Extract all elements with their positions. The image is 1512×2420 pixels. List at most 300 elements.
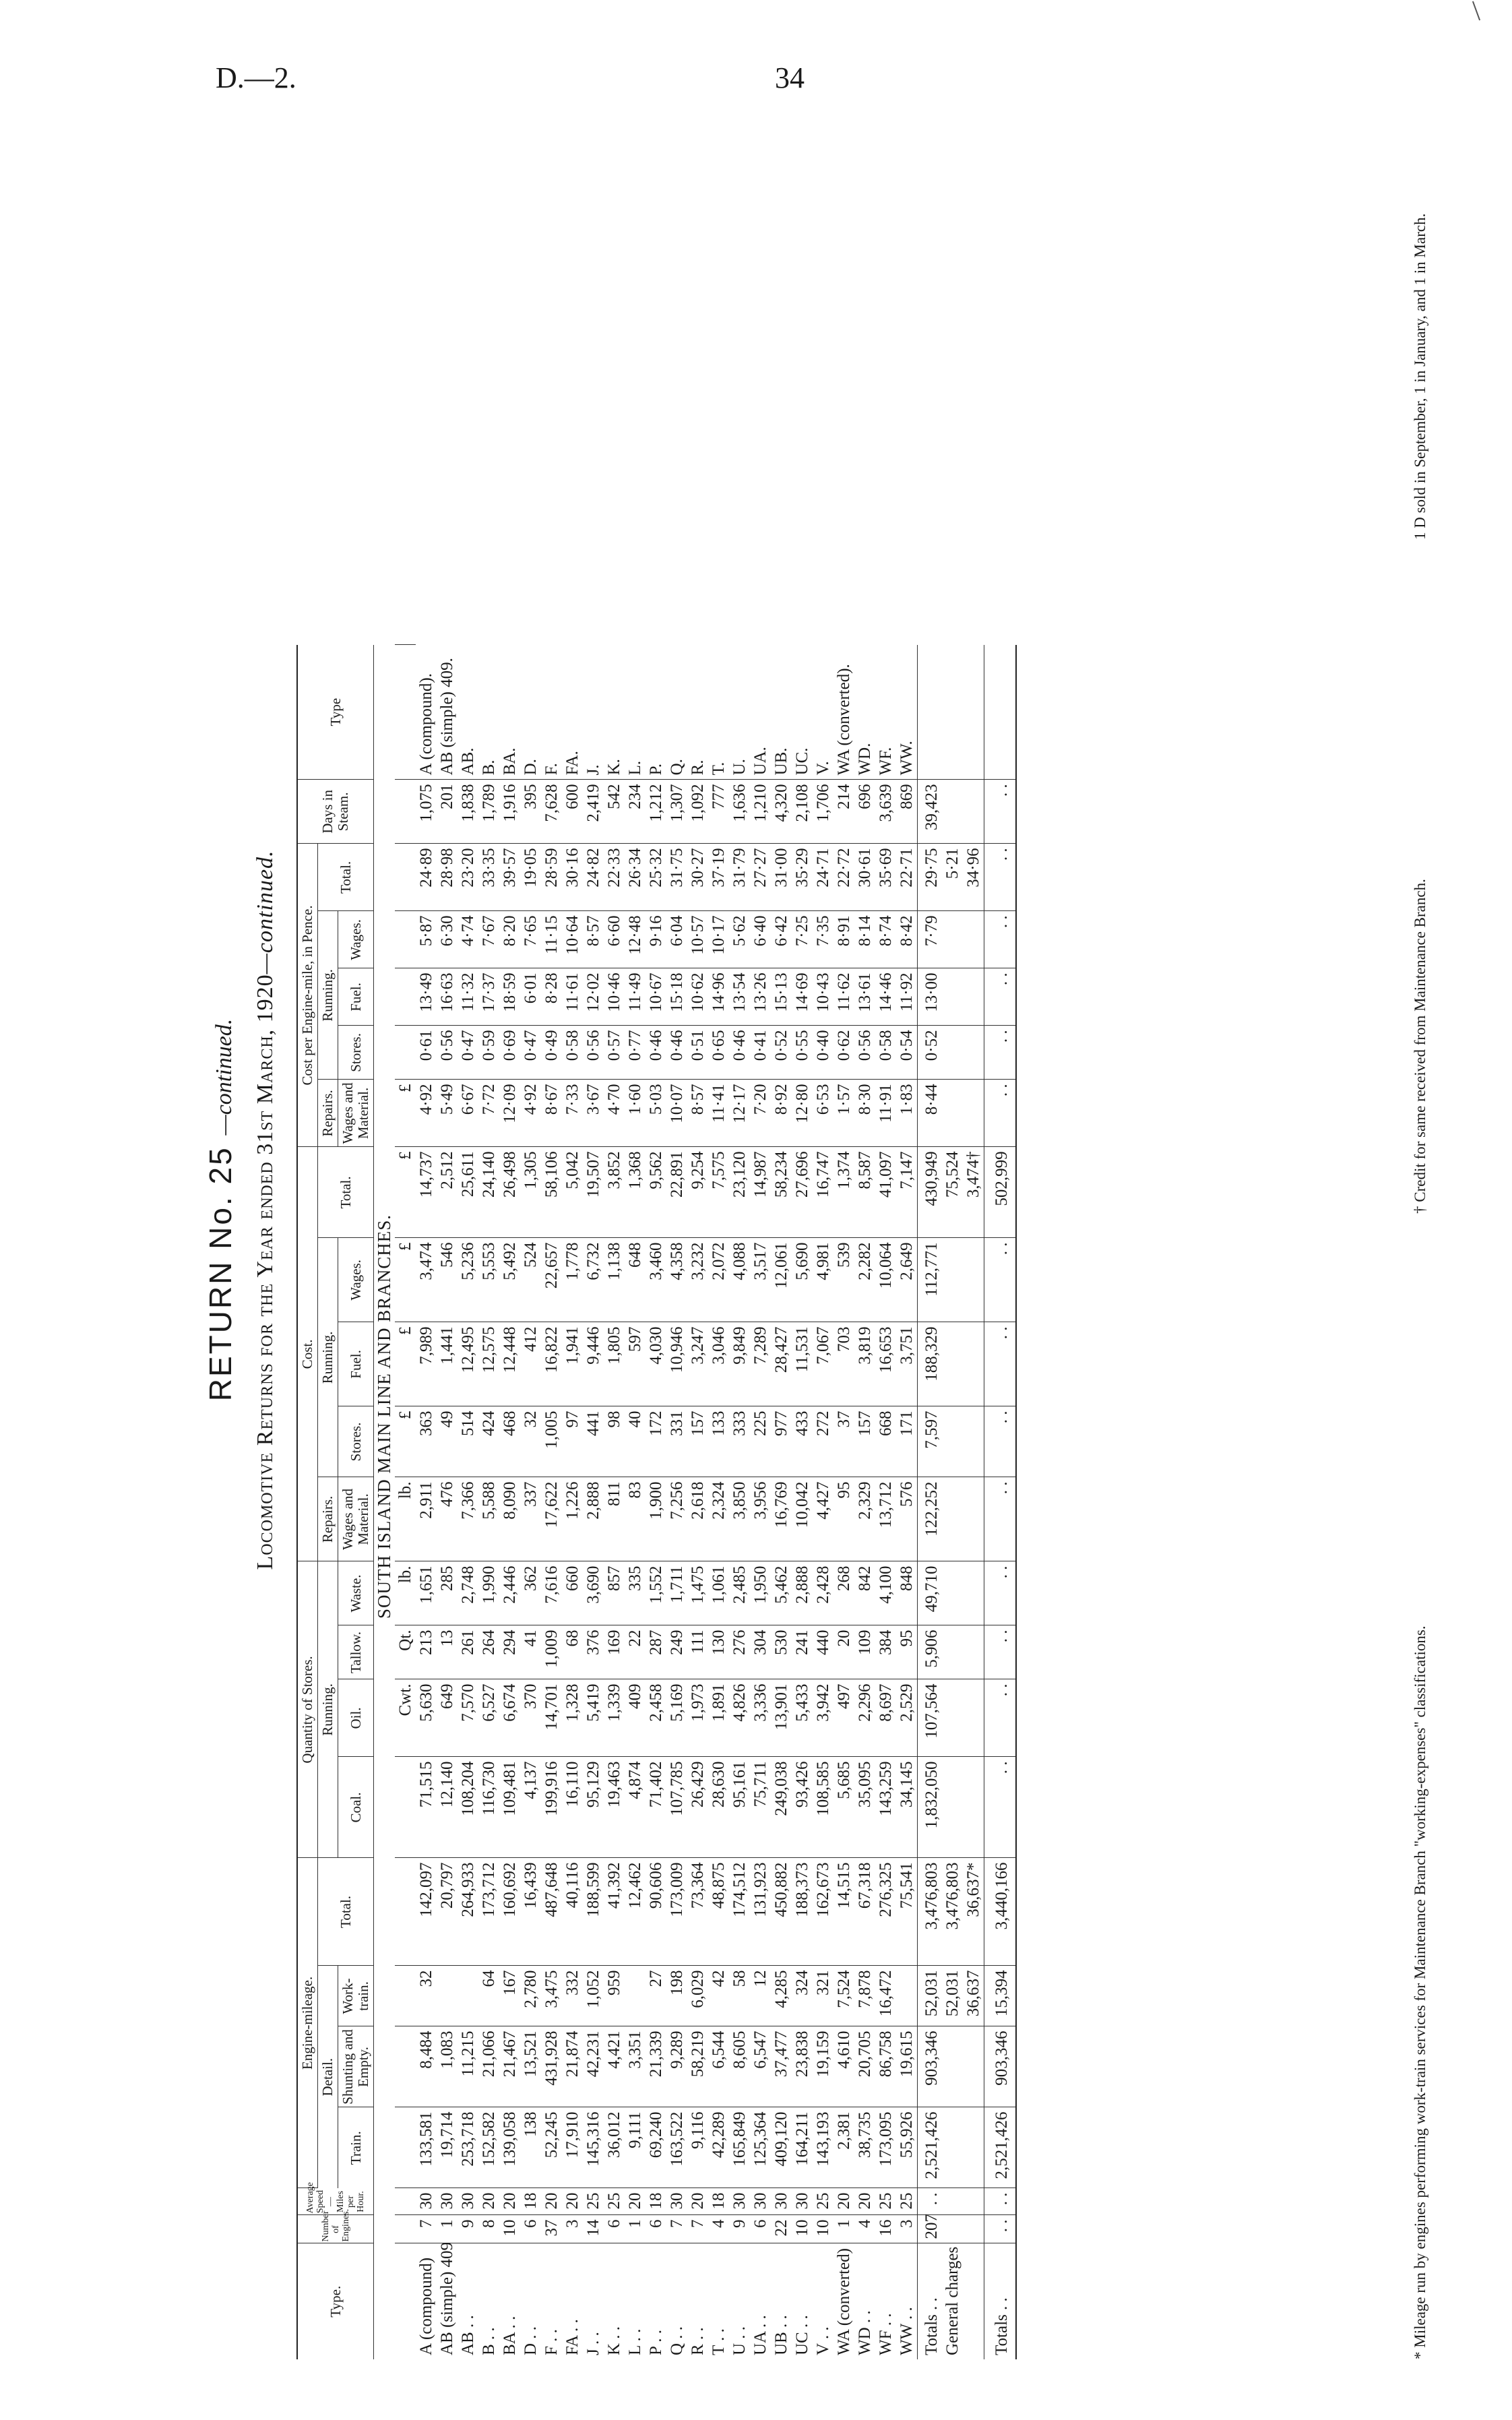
table-cell: 10 xyxy=(792,2215,813,2243)
table-cell: 38,735 xyxy=(854,2107,875,2188)
table-cell: D . . xyxy=(522,2326,540,2355)
table-cell: . . xyxy=(984,1238,1017,1322)
table-cell: 7,256 xyxy=(666,1477,687,1561)
table-cell: 71,402 xyxy=(645,1757,666,1858)
table-cell xyxy=(942,2215,963,2243)
table-cell: 5,419 xyxy=(583,1679,604,1757)
table-cell: 1,305 xyxy=(520,1147,541,1238)
table-cell: 1,789 xyxy=(478,780,499,844)
unit-cell: £ xyxy=(395,1322,416,1406)
table-cell: 20,797 xyxy=(437,1858,458,1966)
table-cell: T . . xyxy=(710,2328,728,2355)
table-cell: A (compound) xyxy=(417,2257,435,2355)
table-cell: 6·42 xyxy=(771,911,792,968)
table-cell: 3,639 xyxy=(875,780,896,844)
table-cell: 37 xyxy=(541,2215,562,2243)
table-cell: 16,653 xyxy=(875,1322,896,1406)
table-cell: 1,092 xyxy=(687,780,708,844)
table-cell: 3,690 xyxy=(583,1561,604,1625)
table-cell: 0·52 xyxy=(918,1026,943,1080)
table-cell: 20 xyxy=(562,2188,583,2215)
table-cell: 4 xyxy=(854,2215,875,2243)
table-cell: 600 xyxy=(562,780,583,844)
grand-totals-row xyxy=(984,55,1017,2359)
table-cell: 35,095 xyxy=(854,1757,875,1858)
table-cell: 42 xyxy=(708,1966,729,2026)
table-cell: 6 xyxy=(645,2215,666,2243)
table-cell: 23·20 xyxy=(458,844,478,911)
table-cell: 1,552 xyxy=(645,1561,666,1625)
table-cell: 0·40 xyxy=(813,1026,833,1080)
table-cell: 0·47 xyxy=(458,1026,478,1080)
table-cell: . . xyxy=(984,1080,1017,1147)
table-cell: 6·04 xyxy=(666,911,687,968)
table-cell: 304 xyxy=(750,1625,771,1679)
table-cell: 3·67 xyxy=(583,1080,604,1147)
table-cell: 1 xyxy=(437,2215,458,2243)
table-cell: 424 xyxy=(478,1406,499,1477)
table-cell xyxy=(437,1966,458,2026)
table-cell: 12,448 xyxy=(499,1322,520,1406)
table-cell: 13·00 xyxy=(918,968,943,1026)
table-cell: K . . xyxy=(605,2326,623,2355)
table-cell xyxy=(942,780,963,844)
table-cell: 10·62 xyxy=(687,968,708,1026)
table-cell: 8,605 xyxy=(729,2026,750,2107)
table-cell: 903,346 xyxy=(984,2026,1017,2107)
table-cell: 668 xyxy=(875,1406,896,1477)
table-cell: 15·18 xyxy=(666,968,687,1026)
table-cell xyxy=(963,1026,984,1080)
table-cell: 1 xyxy=(625,2215,645,2243)
table-cell: 3 xyxy=(896,2215,918,2243)
table-cell: 198 xyxy=(666,1966,687,2026)
table-row xyxy=(625,55,645,2359)
table-cell: 8·57 xyxy=(583,911,604,968)
table-cell: 7·33 xyxy=(562,1080,583,1147)
table-cell: 539 xyxy=(833,1238,854,1322)
table-cell: 5,588 xyxy=(478,1477,499,1561)
table-cell: 0·55 xyxy=(792,1026,813,1080)
hdr-cost-fuel: Fuel. xyxy=(338,1322,374,1406)
table-cell: 2,512 xyxy=(437,1147,458,1238)
table-cell: 23,120 xyxy=(729,1147,750,1238)
table-cell: 27,696 xyxy=(792,1147,813,1238)
table-cell: 201 xyxy=(437,780,458,844)
table-cell: 22,891 xyxy=(666,1147,687,1238)
table-cell: 2,521,426 xyxy=(918,2107,943,2188)
table-cell: 959 xyxy=(604,1966,625,2026)
table-cell: UB. xyxy=(771,645,792,780)
table-cell: 5,042 xyxy=(562,1147,583,1238)
table-row xyxy=(854,55,875,2359)
table-cell: 18·59 xyxy=(499,968,520,1026)
table-cell: 8·92 xyxy=(771,1080,792,1147)
table-cell: 10·07 xyxy=(666,1080,687,1147)
table-cell: 409,120 xyxy=(771,2107,792,2188)
table-cell: 8·57 xyxy=(687,1080,708,1147)
table-body xyxy=(374,55,1017,2359)
table-cell: 13·54 xyxy=(729,968,750,1026)
table-cell: 384 xyxy=(875,1625,896,1679)
table-cell: 34,145 xyxy=(896,1757,918,1858)
table-cell: 31·79 xyxy=(729,844,750,911)
table-cell: 11,215 xyxy=(458,2026,478,2107)
table-cell: 5,462 xyxy=(771,1561,792,1625)
table-cell: 2,296 xyxy=(854,1679,875,1757)
table-cell: 207 xyxy=(918,2215,943,2243)
table-cell: 21,467 xyxy=(499,2026,520,2107)
table-cell: 41 xyxy=(520,1625,541,1679)
table-cell: 7·65 xyxy=(520,911,541,968)
table-cell: 0·61 xyxy=(416,1026,437,1080)
table-cell: 67,318 xyxy=(854,1858,875,1966)
table-cell: 32 xyxy=(520,1406,541,1477)
table-cell: J . . xyxy=(584,2332,602,2355)
table-cell: 0·65 xyxy=(708,1026,729,1080)
table-cell: 213 xyxy=(416,1625,437,1679)
table-cell: 0·69 xyxy=(499,1026,520,1080)
table-cell: 9 xyxy=(729,2215,750,2243)
table-cell: 6,547 xyxy=(750,2026,771,2107)
unit-cell: £ xyxy=(395,1080,416,1147)
table-cell: 20 xyxy=(833,2188,854,2215)
pencil-mark xyxy=(1472,1,1480,21)
table-cell: 7,878 xyxy=(854,1966,875,2026)
table-cell: 37·19 xyxy=(708,844,729,911)
table-cell: 5,492 xyxy=(499,1238,520,1322)
table-cell: 17,622 xyxy=(541,1477,562,1561)
table-cell: AB . . xyxy=(459,2315,477,2355)
table-cell: 4·74 xyxy=(458,911,478,968)
table-cell: 6 xyxy=(604,2215,625,2243)
table-cell xyxy=(942,1026,963,1080)
table-cell: 6·53 xyxy=(813,1080,833,1147)
table-cell: 167 xyxy=(499,1966,520,2026)
table-cell: 19,507 xyxy=(583,1147,604,1238)
table-cell: Totals . . xyxy=(984,2243,1017,2359)
table-cell: 395 xyxy=(520,780,541,844)
hdr-mileage-total: Total. xyxy=(318,1858,374,1966)
hdr-type: Type. xyxy=(297,2243,374,2359)
table-cell: 0·46 xyxy=(729,1026,750,1080)
table-cell: 332 xyxy=(562,1966,583,2026)
table-cell: 441 xyxy=(583,1406,604,1477)
table-cell: Totals . . xyxy=(918,2243,943,2359)
table-cell: 249,038 xyxy=(771,1757,792,1858)
table-cell: 1,651 xyxy=(416,1561,437,1625)
table-cell: 285 xyxy=(437,1561,458,1625)
table-cell: . . xyxy=(984,1477,1017,1561)
table-cell: 143,193 xyxy=(813,2107,833,2188)
table-cell: 13,901 xyxy=(771,1679,792,1757)
table-cell: 58,234 xyxy=(771,1147,792,1238)
table-cell: 30 xyxy=(771,2188,792,2215)
table-cell: 7,989 xyxy=(416,1322,437,1406)
table-cell: WW . . xyxy=(897,2307,916,2355)
table-cell: 173,009 xyxy=(666,1858,687,1966)
table-cell: 2,780 xyxy=(520,1966,541,2026)
table-cell: 12·02 xyxy=(583,968,604,1026)
table-cell: R. xyxy=(687,645,708,780)
table-cell: 24·71 xyxy=(813,844,833,911)
table-cell: 4,320 xyxy=(771,780,792,844)
table-cell: 660 xyxy=(562,1561,583,1625)
unit-cell: lb. xyxy=(395,1561,416,1625)
table-cell: 14,701 xyxy=(541,1679,562,1757)
unit-cell xyxy=(395,2215,416,2243)
general-charges-row-b xyxy=(963,55,984,2359)
table-cell: 514 xyxy=(458,1406,478,1477)
table-cell: 321 xyxy=(813,1966,833,2026)
table-cell: 20 xyxy=(541,2188,562,2215)
table-cell: 4,421 xyxy=(604,2026,625,2107)
table-cell: 58 xyxy=(729,1966,750,2026)
table-cell: 30 xyxy=(750,2188,771,2215)
table-cell xyxy=(963,2107,984,2188)
table-cell: 11·61 xyxy=(562,968,583,1026)
table-cell: 5·87 xyxy=(416,911,437,968)
table-cell: 145,316 xyxy=(583,2107,604,2188)
table-cell: 648 xyxy=(625,1238,645,1322)
table-cell: D. xyxy=(520,645,541,780)
table-cell: 1,009 xyxy=(541,1625,562,1679)
table-cell xyxy=(942,645,963,780)
table-cell: 16,769 xyxy=(771,1477,792,1561)
table-cell: 3,476,803 xyxy=(918,1858,943,1966)
table-cell: 253,718 xyxy=(458,2107,478,2188)
table-cell: 6·40 xyxy=(750,911,771,968)
table-cell: 0·58 xyxy=(875,1026,896,1080)
return-title-suffix: —continued. xyxy=(212,1018,237,1136)
table-cell: 4 xyxy=(708,2215,729,2243)
table-cell: 188,329 xyxy=(918,1322,943,1406)
table-cell: 10,042 xyxy=(792,1477,813,1561)
table-cell: 22 xyxy=(771,2215,792,2243)
unit-cell xyxy=(395,780,416,844)
table-cell: 430,949 xyxy=(918,1147,943,1238)
table-cell: . . xyxy=(984,2215,1017,2243)
table-cell: 2,072 xyxy=(708,1238,729,1322)
table-cell: . . xyxy=(984,1322,1017,1406)
table-row xyxy=(416,55,437,2359)
return-title xyxy=(202,0,239,2420)
table-cell: WA (converted). xyxy=(833,645,854,780)
table-cell: 2,381 xyxy=(833,2107,854,2188)
table-cell: 25 xyxy=(896,2188,918,2215)
table-cell: 10·17 xyxy=(708,911,729,968)
table-cell: 1,475 xyxy=(687,1561,708,1625)
table-row xyxy=(771,55,792,2359)
table-cell: UA . . xyxy=(751,2315,769,2355)
table-cell: 35·69 xyxy=(875,844,896,911)
table-cell: B . . xyxy=(480,2327,498,2355)
table-cell: 3,351 xyxy=(625,2026,645,2107)
table-cell: 335 xyxy=(625,1561,645,1625)
table-row xyxy=(541,55,562,2359)
table-cell: 530 xyxy=(771,1625,792,1679)
table-cell: 107,785 xyxy=(666,1757,687,1858)
table-cell: BA. xyxy=(499,645,520,780)
table-cell: 18 xyxy=(708,2188,729,2215)
table-cell: 3,517 xyxy=(750,1238,771,1322)
table-cell: 276,325 xyxy=(875,1858,896,1966)
table-cell: 13,521 xyxy=(520,2026,541,2107)
table-cell: 24,140 xyxy=(478,1147,499,1238)
totals-row xyxy=(918,55,943,2359)
table-cell: 107,564 xyxy=(918,1679,943,1757)
table-cell: 696 xyxy=(854,780,875,844)
table-cell xyxy=(896,1966,918,2026)
table-cell: 30 xyxy=(792,2188,813,2215)
table-cell: 27 xyxy=(645,1966,666,2026)
table-cell: 4,610 xyxy=(833,2026,854,2107)
table-cell xyxy=(942,1477,963,1561)
hdr-cpm-stores: Stores. xyxy=(338,1026,374,1080)
table-cell: 52,031 xyxy=(918,1966,943,2026)
table-cell: 20,705 xyxy=(854,2026,875,2107)
table-cell: 14 xyxy=(583,2215,604,2243)
table-cell: 7·67 xyxy=(478,911,499,968)
table-cell: 97 xyxy=(562,1406,583,1477)
table-cell: 16,472 xyxy=(875,1966,896,2026)
table-cell: 37,477 xyxy=(771,2026,792,2107)
table-cell xyxy=(942,1679,963,1757)
table-cell: 2,911 xyxy=(416,1477,437,1561)
table-cell: 6 xyxy=(750,2215,771,2243)
table-cell: 3,232 xyxy=(687,1238,708,1322)
table-cell: 2,108 xyxy=(792,780,813,844)
hdr-cost-running: Running. xyxy=(318,1238,338,1477)
table-cell: K. xyxy=(604,645,625,780)
table-cell: 12,495 xyxy=(458,1322,478,1406)
unit-cell xyxy=(395,2107,416,2188)
table-cell: 11·62 xyxy=(833,968,854,1026)
table-cell: 28,427 xyxy=(771,1322,792,1406)
table-cell: 165,849 xyxy=(729,2107,750,2188)
table-cell: WF. xyxy=(875,645,896,780)
table-cell: 2,485 xyxy=(729,1561,750,1625)
table-cell xyxy=(963,1406,984,1477)
table-cell: 1,706 xyxy=(813,780,833,844)
table-cell: 11,531 xyxy=(792,1322,813,1406)
table-cell: 21,874 xyxy=(562,2026,583,2107)
table-row xyxy=(813,55,833,2359)
unit-cell: £ xyxy=(395,1406,416,1477)
table-cell: 7,616 xyxy=(541,1561,562,1625)
table-cell: 8,697 xyxy=(875,1679,896,1757)
table-cell xyxy=(963,1238,984,1322)
table-cell: 20 xyxy=(833,1625,854,1679)
table-cell: 13·49 xyxy=(416,968,437,1026)
table-cell: 40 xyxy=(625,1406,645,1477)
footnote-d-note: 1 D sold in September, 1 in January, and 1 in March. xyxy=(1412,213,1428,540)
table-cell: 25 xyxy=(813,2188,833,2215)
table-cell: 5,685 xyxy=(833,1757,854,1858)
table-cell: 249 xyxy=(666,1625,687,1679)
table-cell: 0·46 xyxy=(645,1026,666,1080)
table-cell: 324 xyxy=(792,1966,813,2026)
table-cell: UC . . xyxy=(793,2315,811,2355)
table-cell: 8·91 xyxy=(833,911,854,968)
table-cell: 440 xyxy=(813,1625,833,1679)
table-cell: 7·79 xyxy=(918,911,943,968)
table-cell: 1·83 xyxy=(896,1080,918,1147)
table-cell: 1,339 xyxy=(604,1679,625,1757)
table-cell: 152,582 xyxy=(478,2107,499,2188)
table-cell: 14,515 xyxy=(833,1858,854,1966)
table-cell: 25 xyxy=(583,2188,604,2215)
table-cell: 576 xyxy=(896,1477,918,1561)
table-cell: 12·17 xyxy=(729,1080,750,1147)
table-cell xyxy=(963,2243,984,2359)
table-cell: 10·67 xyxy=(645,968,666,1026)
table-cell: 3,046 xyxy=(708,1322,729,1406)
table-cell: 12,061 xyxy=(771,1238,792,1322)
table-cell: 22 xyxy=(625,1625,645,1679)
table-cell xyxy=(942,911,963,968)
table-cell: 16,110 xyxy=(562,1757,583,1858)
table-cell: 450,882 xyxy=(771,1858,792,1966)
table-cell: 272 xyxy=(813,1406,833,1477)
table-cell xyxy=(963,1679,984,1757)
table-cell: 163,522 xyxy=(666,2107,687,2188)
table-cell: 4,137 xyxy=(520,1757,541,1858)
table-cell: AB. xyxy=(458,645,478,780)
table-cell xyxy=(963,968,984,1026)
table-cell: 39·57 xyxy=(499,844,520,911)
table-cell: WD. xyxy=(854,645,875,780)
table-cell: . . xyxy=(918,2188,943,2215)
table-cell: L. xyxy=(625,645,645,780)
table-cell: 8·20 xyxy=(499,911,520,968)
table-cell: 22·71 xyxy=(896,844,918,911)
table-cell: General charges xyxy=(943,2246,962,2355)
table-cell: 2,419 xyxy=(583,780,604,844)
table-cell: 6,732 xyxy=(583,1238,604,1322)
table-cell: 2,446 xyxy=(499,1561,520,1625)
table-cell: 331 xyxy=(666,1406,687,1477)
table-cell: 0·49 xyxy=(541,1026,562,1080)
table-row xyxy=(583,55,604,2359)
table-cell: 162,673 xyxy=(813,1858,833,1966)
page-ref: D.—2. xyxy=(216,61,296,94)
table-cell: U. xyxy=(729,645,750,780)
table-cell: 7·20 xyxy=(750,1080,771,1147)
table-cell: J. xyxy=(583,645,604,780)
table-cell: 24·89 xyxy=(416,844,437,911)
table-cell: UC. xyxy=(792,645,813,780)
table-cell: P. xyxy=(645,645,666,780)
table-cell: 21,339 xyxy=(645,2026,666,2107)
unit-cell xyxy=(395,1966,416,2026)
table-cell: 12,575 xyxy=(478,1322,499,1406)
table-cell: FA. xyxy=(562,645,583,780)
table-cell: 86,758 xyxy=(875,2026,896,2107)
table-cell: 842 xyxy=(854,1561,875,1625)
table-cell: WA (converted) xyxy=(835,2248,853,2355)
table-cell: 5,630 xyxy=(416,1679,437,1757)
table-cell: 3,476,803 xyxy=(942,1858,963,1966)
table-cell: 199,916 xyxy=(541,1757,562,1858)
table-cell: 25 xyxy=(875,2188,896,2215)
table-cell: 22·72 xyxy=(833,844,854,911)
hdr-shunting: Shunting and Empty. xyxy=(338,2026,374,2107)
table-cell: 376 xyxy=(583,1625,604,1679)
table-cell: 1,307 xyxy=(666,780,687,844)
unit-cell xyxy=(395,2243,416,2359)
table-cell: 95,161 xyxy=(729,1757,750,1858)
